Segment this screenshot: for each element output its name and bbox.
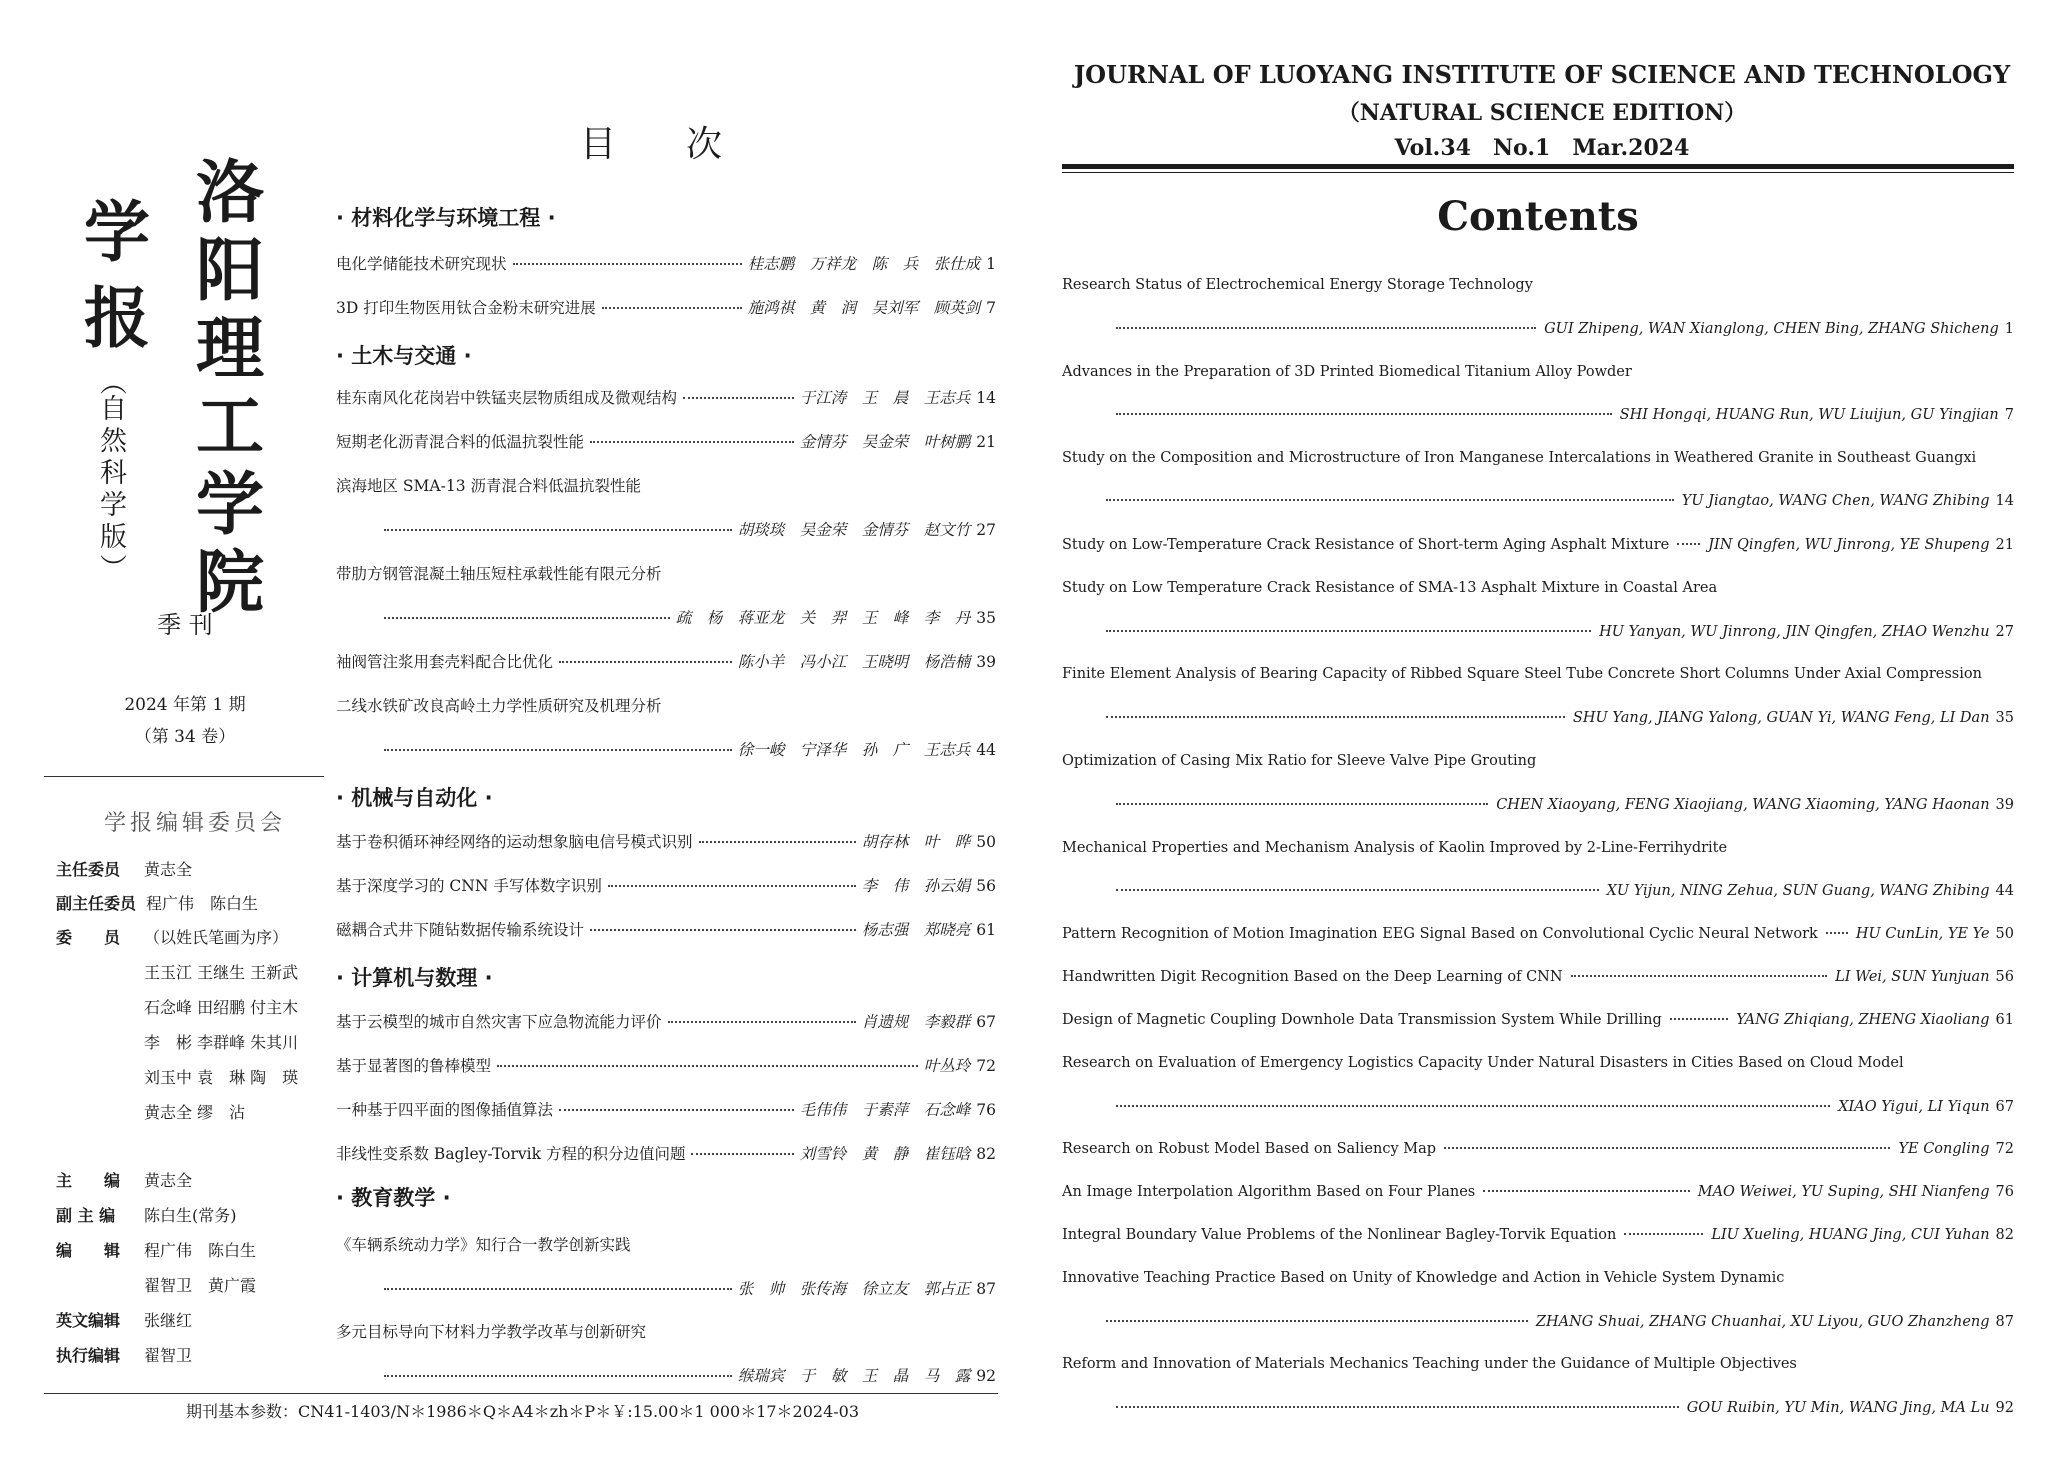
entry-authors: 桂志鹏 万祥龙 陈 兵 张仕成: [747, 255, 981, 273]
entry-page: 61: [976, 921, 996, 939]
dot-leader: [608, 885, 856, 887]
title-char: 洛: [196, 154, 265, 233]
entry-title: 《车辆系统动力学》知行合一教学创新实践: [336, 1236, 631, 1254]
entry-authors: XIAO Yigui, LI Yiqun: [1838, 1099, 1990, 1115]
toc-en-entry[interactable]: Study on the Composition and Microstructure of Iron Manganese Intercalations in Weathered Granite in Southeast Guangxi: [1062, 450, 1977, 466]
masthead-divider: [44, 776, 324, 777]
title-char: 理: [196, 310, 265, 389]
entry-page: 82: [1995, 1227, 2014, 1243]
entry-authors: 李 伟 孙云娟: [861, 877, 971, 895]
dot-leader: [497, 1065, 918, 1067]
dot-leader: [1826, 932, 1848, 934]
journal-parameters: 期刊基本参数：CN41-1403/N＊1986＊Q＊A4＊zh＊P＊￥:15.00＊1 000＊17＊2024-03: [186, 1402, 860, 1421]
entry-page: 39: [976, 653, 996, 671]
volume-issue-en: Vol.34 No.1 Mar.2024: [1394, 135, 1690, 161]
entry-title: 二线水铁矿改良高岭土力学性质研究及机理分析: [336, 697, 662, 715]
dot-leader: [513, 263, 742, 265]
editor-role: 主 编: [56, 1171, 121, 1190]
toc-cn-entry[interactable]: [336, 252, 996, 274]
dot-leader: [1116, 327, 1536, 329]
board-role: 委 员: [56, 928, 121, 947]
frequency: 季 刊: [157, 611, 213, 639]
dot-leader: [1106, 630, 1591, 632]
toc-cn-entry[interactable]: [336, 874, 996, 896]
toc-en-entry[interactable]: Study on Low Temperature Crack Resistance of SMA-13 Asphalt Mixture in Coastal Area: [1062, 580, 1718, 596]
entry-authors: XU Yijun, NING Zehua, SUN Guang, WANG Zhibing: [1606, 883, 1990, 899]
entry-authors: 徐一峻 宁泽华 孙 广 王志兵: [737, 741, 971, 759]
editor-names: 陈白生(常务): [144, 1206, 237, 1225]
board-row: [56, 891, 258, 914]
bao-char: 报: [84, 280, 150, 357]
board-row: [56, 995, 298, 1018]
entry-page: 72: [976, 1057, 996, 1075]
toc-cn-entry[interactable]: [336, 474, 996, 496]
dot-leader: [1116, 889, 1599, 891]
footer-rule: [44, 1393, 998, 1394]
entry-page: 56: [1995, 969, 2014, 985]
entry-authors: GOU Ruibin, YU Min, WANG Jing, MA Lu: [1686, 1400, 1990, 1416]
editor-row: [56, 1273, 256, 1296]
entry-title: Integral Boundary Value Problems of the Nonlinear Bagley-Torvik Equation: [1062, 1227, 1617, 1243]
dot-leader: [384, 1375, 732, 1377]
entry-title: 电化学储能技术研究现状: [336, 255, 507, 273]
entry-page: 87: [1995, 1314, 2014, 1330]
dot-leader: [683, 397, 794, 399]
entry-page: 7: [986, 299, 996, 317]
toc-en-entry[interactable]: [1062, 969, 2014, 985]
section-heading: · 机械与自动化 ·: [336, 786, 493, 810]
entry-authors: 毛伟伟 于素萍 石念峰: [799, 1101, 971, 1119]
edition-char: 然: [100, 426, 127, 457]
entry-authors: 缑瑞宾 于 敏 王 晶 马 露: [737, 1367, 971, 1385]
entry-title: 基于卷积循环神经网络的运动想象脑电信号模式识别: [336, 833, 693, 851]
entry-title: Pattern Recognition of Motion Imagination EEG Signal Based on Convolutional Cyclic Neural Network: [1062, 926, 1818, 942]
entry-title: Research on Robust Model Based on Saliency Map: [1062, 1141, 1437, 1157]
entry-authors: 胡琰琰 吴金荣 金情芬 赵文竹: [737, 521, 971, 539]
entry-authors: YU Jiangtao, WANG Chen, WANG Zhibing: [1681, 493, 1990, 509]
entry-authors: 杨志强 郑晓亮: [861, 921, 971, 939]
entry-page: 39: [1995, 797, 2014, 813]
dot-leader: [1106, 499, 1674, 501]
entry-authors: LIU Xueling, HUANG Jing, CUI Yuhan: [1711, 1227, 1990, 1243]
entry-page: 27: [976, 521, 996, 539]
entry-page: 92: [1995, 1400, 2014, 1416]
entry-authors: 刘雪铃 黄 静 崔钰晗: [799, 1145, 971, 1163]
toc-cn-entry[interactable]: [336, 1320, 996, 1342]
entry-authors: MAO Weiwei, YU Suping, SHI Nianfeng: [1697, 1184, 1990, 1200]
toc-en-entry[interactable]: [1062, 1141, 2014, 1157]
toc-cn-entry[interactable]: [336, 386, 996, 408]
toc-en-entry-authors: [1108, 1099, 2014, 1115]
entry-page: 21: [1995, 537, 2014, 553]
editor-names: 程广伟 陈白生: [144, 1241, 257, 1260]
entry-page: 56: [976, 877, 996, 895]
toc-en-entry[interactable]: Research Status of Electrochemical Energy Storage Technology: [1062, 277, 1533, 293]
entry-title: 一种基于四平面的图像插值算法: [336, 1101, 554, 1119]
entry-authors: 施鸿祺 黄 润 吴刘军 顾英剑: [747, 299, 981, 317]
toc-en-entry-authors: [1108, 1400, 2014, 1416]
board-role: 主任委员: [56, 860, 121, 879]
toc-cn-entry-authors: [378, 518, 996, 540]
toc-cn-entry[interactable]: [336, 694, 996, 716]
entry-authors: HU Yanyan, WU Jinrong, JIN Qingfen, ZHAO Wenzhu: [1599, 624, 1990, 640]
journal-bao-vertical: [84, 194, 150, 372]
toc-en-entry-authors: [1098, 624, 2014, 640]
dot-leader: [590, 929, 856, 931]
entry-title: An Image Interpolation Algorithm Based on Four Planes: [1062, 1184, 1476, 1200]
toc-en-entry[interactable]: [1062, 1227, 2014, 1243]
toc-en-entry[interactable]: Innovative Teaching Practice Based on Unity of Knowledge and Action in Vehicle System Dynamic: [1062, 1270, 1785, 1286]
toc-en-entry-authors: [1098, 1314, 2014, 1330]
toc-cn-entry-authors: [378, 738, 996, 760]
editor-role: 副 主 编: [56, 1206, 116, 1225]
board-names: 程广伟 陈白生: [146, 894, 259, 913]
dot-leader: [1116, 413, 1612, 415]
toc-cn-entry[interactable]: [336, 918, 996, 940]
toc-en-entry[interactable]: Mechanical Properties and Mechanism Analysis of Kaolin Improved by 2-Line-Ferrihydrite: [1062, 840, 1728, 856]
toc-en-entry-authors: [1108, 797, 2014, 813]
entry-authors: 陈小羊 冯小江 王晓明 杨浩楠: [737, 653, 971, 671]
editor-role: 编 辑: [56, 1241, 121, 1260]
entry-authors: YANG Zhiqiang, ZHENG Xiaoliang: [1736, 1012, 1990, 1028]
entry-authors: 于江涛 王 晨 王志兵: [799, 389, 971, 407]
dot-leader: [559, 661, 732, 663]
entry-page: 14: [1995, 493, 2014, 509]
dot-leader: [1444, 1147, 1890, 1149]
board-names: 李 彬 李群峰 朱其川: [144, 1033, 299, 1052]
section-heading: · 土木与交通 ·: [336, 344, 472, 368]
contents-heading: Contents: [1437, 193, 1639, 240]
dot-leader: [1483, 1190, 1689, 1192]
journal-edition-en: （NATURAL SCIENCE EDITION）: [1337, 100, 1747, 126]
issue-number: 2024 年第 1 期: [124, 695, 246, 715]
editor-names: 翟智卫 黄广霞: [144, 1276, 257, 1295]
toc-en-entry-authors: [1098, 710, 2014, 726]
entry-title: 滨海地区 SMA-13 沥青混合料低温抗裂性能: [336, 477, 641, 495]
dot-leader: [668, 1021, 856, 1023]
toc-en-entry[interactable]: Advances in the Preparation of 3D Printed Biomedical Titanium Alloy Powder: [1062, 364, 1632, 380]
toc-en-entry[interactable]: Finite Element Analysis of Bearing Capacity of Ribbed Square Steel Tube Concrete Short Columns Under Axial Compression: [1062, 666, 1982, 682]
entry-page: 27: [1995, 624, 2014, 640]
entry-page: 44: [976, 741, 996, 759]
toc-en-entry[interactable]: Reform and Innovation of Materials Mechanics Teaching under the Guidance of Multiple Objectives: [1062, 1356, 1797, 1372]
entry-authors: LI Wei, SUN Yunjuan: [1835, 969, 1990, 985]
entry-page: 72: [1995, 1141, 2014, 1157]
toc-cn-entry[interactable]: [336, 296, 996, 318]
toc-cn-heading: 目次: [580, 124, 793, 165]
entry-authors: 张 帅 张传海 徐立友 郭占正: [737, 1280, 971, 1298]
editor-role: 执行编辑: [56, 1346, 121, 1365]
board-role: 副主任委员: [56, 894, 137, 913]
dot-leader: [1116, 1105, 1830, 1107]
entry-authors: SHU Yang, JIANG Yalong, GUAN Yi, WANG Feng, LI Dan: [1572, 710, 1990, 726]
board-names: 刘玉中 袁 琳 陶 瑛: [144, 1068, 299, 1087]
entry-page: 21: [976, 433, 996, 451]
toc-cn-entry[interactable]: [336, 1098, 996, 1120]
toc-en-entry[interactable]: [1062, 1012, 2014, 1028]
board-names: 王玉江 王继生 王新武: [144, 963, 299, 982]
entry-page: 76: [1995, 1184, 2014, 1200]
editor-row: [56, 1343, 192, 1366]
entry-page: 50: [976, 833, 996, 851]
board-names: 黄志全: [144, 860, 193, 879]
entry-authors: 疏 杨 蒋亚龙 关 羿 王 峰 李 丹: [675, 609, 971, 627]
entry-page: 67: [1995, 1099, 2014, 1115]
entry-title: 带肋方钢管混凝土轴压短柱承载性能有限元分析: [336, 565, 662, 583]
editor-names: 翟智卫: [144, 1346, 193, 1365]
entry-page: 35: [1995, 710, 2014, 726]
toc-en-entry[interactable]: [1062, 1184, 2014, 1200]
dot-leader: [384, 1288, 732, 1290]
journal-name-en: JOURNAL OF LUOYANG INSTITUTE OF SCIENCE AND TECHNOLOGY: [1073, 60, 2011, 89]
dot-leader: [1106, 716, 1565, 718]
toc-cn-entry[interactable]: [336, 650, 996, 672]
entry-page: 87: [976, 1280, 996, 1298]
volume-number: （第 34 卷）: [134, 727, 236, 747]
dot-leader: [1571, 975, 1828, 977]
title-char: 工: [196, 388, 265, 467]
dot-leader: [1677, 543, 1700, 545]
entry-title: 多元目标导向下材料力学教学改革与创新研究: [336, 1323, 647, 1341]
entry-page: 50: [1995, 926, 2014, 942]
toc-cn-entry[interactable]: [336, 430, 996, 452]
entry-title: Handwritten Digit Recognition Based on the Deep Learning of CNN: [1062, 969, 1563, 985]
entry-title: 磁耦合式井下随钻数据传输系统设计: [336, 921, 585, 939]
board-names: （以姓氏笔画为序）: [144, 928, 289, 947]
toc-cn-entry[interactable]: [336, 830, 996, 852]
toc-cn-entry[interactable]: [336, 1142, 996, 1164]
toc-en-entry[interactable]: [1062, 537, 2014, 553]
dot-leader: [1116, 1406, 1679, 1408]
entry-page: 14: [976, 389, 996, 407]
editor-row: [56, 1238, 256, 1261]
toc-cn-entry[interactable]: [336, 1233, 996, 1255]
entry-page: 92: [976, 1367, 996, 1385]
toc-en-entry[interactable]: [1062, 926, 2014, 942]
entry-title: 桂东南风化花岗岩中铁锰夹层物质组成及微观结构: [336, 389, 678, 407]
editor-row: [56, 1168, 192, 1191]
section-heading: · 材料化学与环境工程 ·: [336, 206, 556, 230]
entry-authors: SHI Hongqi, HUANG Run, WU Liuijun, GU Yingjian: [1619, 407, 1999, 423]
bao-char: 学: [84, 194, 150, 271]
entry-authors: HU CunLin, YE Ye: [1855, 926, 1990, 942]
board-row: [56, 925, 288, 948]
entry-page: 1: [2004, 321, 2014, 337]
entry-title: 短期老化沥青混合料的低温抗裂性能: [336, 433, 585, 451]
entry-page: 7: [2004, 407, 2014, 423]
editor-names: 张继红: [144, 1311, 193, 1330]
editorial-board-title: 学报编辑委员会: [104, 811, 287, 836]
title-char: 院: [196, 544, 265, 623]
entry-page: 1: [986, 255, 996, 273]
board-row: [56, 1065, 298, 1088]
editor-role: 英文编辑: [56, 1311, 121, 1330]
title-char: 阳: [196, 232, 265, 311]
entry-title: 基于云模型的城市自然灾害下应急物流能力评价: [336, 1013, 662, 1031]
editor-row: [56, 1203, 237, 1226]
entry-page: 82: [976, 1145, 996, 1163]
edition-vertical: ︵ 自 然 科 学 版 ︶: [100, 368, 127, 585]
toc-cn-entry[interactable]: [336, 1054, 996, 1076]
section-heading: · 教育教学 ·: [336, 1186, 451, 1210]
entry-title: Design of Magnetic Coupling Downhole Data Transmission System While Drilling: [1062, 1012, 1662, 1028]
entry-page: 76: [976, 1101, 996, 1119]
dot-leader: [590, 441, 794, 443]
toc-en-entry[interactable]: Optimization of Casing Mix Ratio for Sleeve Valve Pipe Grouting: [1062, 753, 1537, 769]
dot-leader: [1670, 1018, 1728, 1020]
entry-title: 基于显著图的鲁棒模型: [336, 1057, 492, 1075]
board-names: 石念峰 田绍鹏 付主木: [144, 998, 299, 1017]
board-names: 黄志全 缪 沾: [144, 1103, 246, 1122]
entry-authors: 胡存林 叶 晔: [861, 833, 971, 851]
board-row: [56, 857, 192, 880]
entry-page: 67: [976, 1013, 996, 1031]
entry-title: 3D 打印生物医用钛合金粉末研究进展: [336, 299, 596, 317]
toc-en-entry-authors: [1098, 493, 2014, 509]
editor-names: 黄志全: [144, 1171, 193, 1190]
entry-title: 袖阀管注浆用套壳料配合比优化: [336, 653, 554, 671]
edition-char: 学: [100, 490, 127, 521]
section-heading: · 计算机与数理 ·: [336, 966, 493, 990]
entry-authors: CHEN Xiaoyang, FENG Xiaojiang, WANG Xiaoming, YANG Haonan: [1496, 797, 1990, 813]
toc-cn-entry-authors: [378, 606, 996, 628]
editor-row: [56, 1308, 192, 1331]
entry-page: 44: [1995, 883, 2014, 899]
dot-leader: [1624, 1233, 1703, 1235]
dot-leader: [1116, 803, 1488, 805]
dot-leader: [602, 307, 742, 309]
dot-leader: [384, 529, 732, 531]
entry-authors: YE Congling: [1898, 1141, 1990, 1157]
board-row: [56, 1100, 245, 1123]
toc-en-entry-authors: [1108, 407, 2014, 423]
dot-leader: [559, 1109, 794, 1111]
entry-authors: GUI Zhipeng, WAN Xianglong, CHEN Bing, ZHANG Shicheng: [1544, 321, 1999, 337]
entry-authors: 肖遗规 李毅群: [861, 1013, 971, 1031]
toc-cn-entry[interactable]: [336, 1010, 996, 1032]
toc-en-entry[interactable]: Research on Evaluation of Emergency Logistics Capacity Under Natural Disasters in Cities Based on Cloud Model: [1062, 1055, 1904, 1071]
dot-leader: [691, 1153, 793, 1155]
toc-cn-entry[interactable]: [336, 562, 996, 584]
entry-title: 基于深度学习的 CNN 手写体数字识别: [336, 877, 602, 895]
board-row: [56, 1030, 298, 1053]
toc-cn-entry-authors: [378, 1364, 996, 1386]
entry-authors: 叶丛玲: [923, 1057, 971, 1075]
edition-char: 科: [100, 458, 127, 489]
entry-title: 非线性变系数 Bagley-Torvik 方程的积分边值问题: [336, 1145, 686, 1163]
title-char: 学: [196, 466, 265, 545]
dot-leader: [384, 617, 670, 619]
dot-leader: [1106, 1320, 1528, 1322]
toc-cn-entry-authors: [378, 1277, 996, 1299]
header-rule-thick: [1062, 164, 2014, 169]
entry-authors: ZHANG Shuai, ZHANG Chuanhai, XU Liyou, GUO Zhanzheng: [1535, 1314, 1990, 1330]
header-rule-thin: [1062, 172, 2014, 173]
entry-title: Study on Low-Temperature Crack Resistance of Short-term Aging Asphalt Mixture: [1062, 537, 1670, 553]
entry-authors: 金情芬 吴金荣 叶树鹏: [799, 433, 971, 451]
entry-page: 61: [1995, 1012, 2014, 1028]
entry-authors: JIN Qingfen, WU Jinrong, YE Shupeng: [1708, 537, 1990, 553]
entry-page: 35: [976, 609, 996, 627]
dot-leader: [699, 841, 856, 843]
dot-leader: [384, 749, 732, 751]
toc-en-entry-authors: [1108, 321, 2014, 337]
edition-char: 版: [100, 522, 127, 553]
edition-char: 自: [100, 394, 127, 425]
toc-en-entry-authors: [1108, 883, 2014, 899]
journal-title-vertical: [196, 154, 265, 628]
board-row: [56, 960, 298, 983]
